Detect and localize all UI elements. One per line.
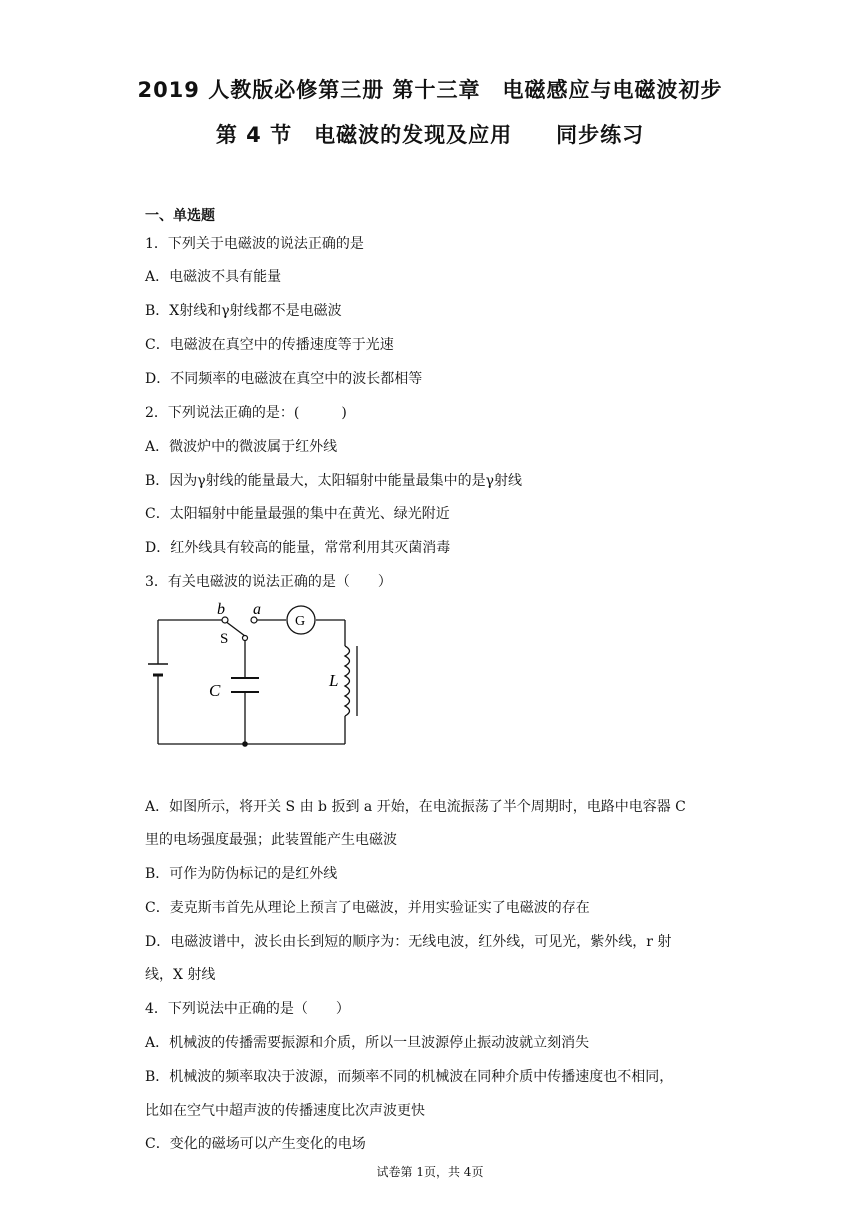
title-line-2: 第 4 节 电磁波的发现及应用 同步练习 — [215, 123, 645, 147]
question-2-option-c: C．太阳辐射中能量最强的集中在黄光、绿光附近 — [145, 506, 450, 522]
question-3-option-a-cont: 里的电场强度最强；此装置能产生电磁波 — [145, 832, 397, 848]
question-3-option-b: B．可作为防伪标记的是红外线 — [145, 866, 338, 882]
label-b: b — [217, 601, 225, 618]
question-1-stem: 1．下列关于电磁波的说法正确的是 — [145, 236, 364, 252]
label-l: L — [329, 671, 339, 690]
question-1-option-d: D．不同频率的电磁波在真空中的波长都相等 — [145, 371, 423, 387]
label-c: C — [209, 681, 221, 700]
question-2-option-b: B．因为γ射线的能量最大，太阳辐射中能量最集中的是γ射线 — [145, 473, 523, 489]
question-4-stem: 4．下列说法中正确的是（ ） — [145, 1001, 350, 1017]
question-1-option-b: B．X射线和γ射线都不是电磁波 — [145, 303, 342, 319]
label-a: a — [253, 601, 261, 618]
label-s: S — [220, 631, 229, 647]
label-g: G — [295, 614, 306, 629]
question-3-option-d-cont: 线，X 射线 — [145, 967, 216, 983]
question-4-option-c: C．变化的磁场可以产生变化的电场 — [145, 1136, 366, 1152]
section-heading: 一、单选题 — [145, 208, 215, 224]
question-1-option-a: A．电磁波不具有能量 — [145, 269, 282, 285]
title-line-1: 2019 人教版必修第三册 第十三章 电磁感应与电磁波初步 — [137, 78, 723, 102]
question-2-stem: 2．下列说法正确的是：( ) — [145, 405, 347, 421]
lc-circuit-diagram — [145, 598, 365, 750]
question-3-option-a: A．如图所示，将开关 S 由 b 扳到 a 开始，在电流振荡了半个周期时，电路中电容器 C — [145, 799, 686, 815]
question-4-option-b-cont: 比如在空气中超声波的传播速度比次声波更快 — [145, 1103, 425, 1119]
question-1-option-c: C．电磁波在真空中的传播速度等于光速 — [145, 337, 394, 353]
question-3-option-d: D．电磁波谱中，波长由长到短的顺序为：无线电波，红外线，可见光，紫外线，r 射 — [145, 934, 672, 950]
page-footer: 试卷第 1页，共 4页 — [376, 1165, 484, 1179]
question-4-option-b: B．机械波的频率取决于波源，而频率不同的机械波在同种介质中传播速度也不相同， — [145, 1069, 674, 1085]
question-2-option-a: A．微波炉中的微波属于红外线 — [145, 439, 338, 455]
question-3-stem: 3．有关电磁波的说法正确的是（ ） — [145, 574, 392, 590]
question-4-option-a: A．机械波的传播需要振源和介质，所以一旦波源停止振动波就立刻消失 — [145, 1035, 590, 1051]
question-2-option-d: D．红外线具有较高的能量，常常利用其灭菌消毒 — [145, 540, 451, 556]
question-3-option-c: C．麦克斯韦首先从理论上预言了电磁波，并用实验证实了电磁波的存在 — [145, 900, 590, 916]
